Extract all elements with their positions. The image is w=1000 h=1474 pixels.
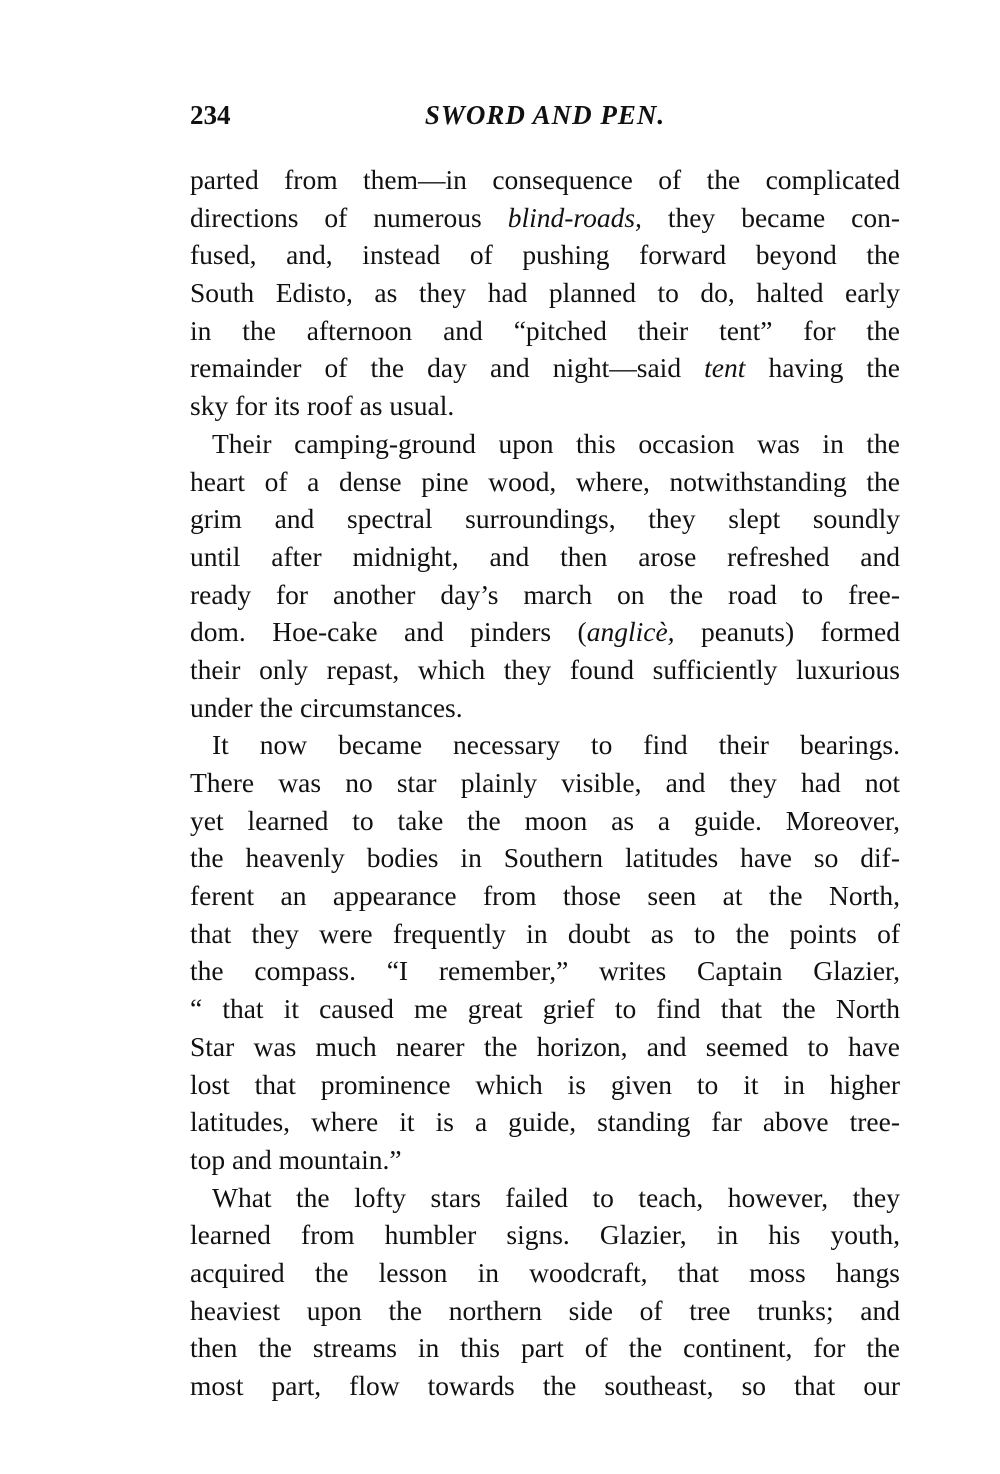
running-head: SWORD AND PEN. bbox=[424, 100, 666, 130]
text-line bbox=[190, 1066, 900, 1104]
text-segment: heaviest upon the northern side of tree trunks; and bbox=[190, 1294, 900, 1326]
text-line bbox=[190, 1103, 900, 1141]
text-line bbox=[190, 161, 900, 199]
text-segment: learned from humbler signs. Glazier, in his youth, bbox=[190, 1219, 900, 1251]
text-line bbox=[190, 1254, 900, 1292]
text-segment: the compass. “I remember,” writes Captain Glazier, bbox=[190, 955, 900, 987]
text-line bbox=[190, 199, 900, 237]
text-line bbox=[190, 1141, 900, 1179]
text-segment: parted from them—in consequence of the complicated bbox=[190, 164, 900, 195]
text-line bbox=[190, 764, 900, 802]
text-segment: heart of a dense pine wood, where, notwithstanding the bbox=[190, 465, 900, 497]
text-segment: ready for another day’s march on the road to free- bbox=[190, 578, 900, 610]
text-line bbox=[190, 802, 900, 840]
text-segment: directions of numerous bbox=[190, 201, 508, 233]
text-segment: peanuts) formed bbox=[674, 616, 900, 648]
paragraph bbox=[190, 1179, 900, 1405]
text-segment: they became con- bbox=[641, 201, 900, 233]
text-line bbox=[190, 990, 900, 1028]
text-line bbox=[190, 349, 900, 387]
text-segment: yet learned to take the moon as a guide. Moreover, bbox=[190, 804, 900, 836]
text-segment: their only repast, which they found sufficiently luxurious bbox=[190, 653, 900, 685]
text-segment: dom. Hoe-cake and pinders ( bbox=[190, 616, 587, 648]
text-segment: Star was much nearer the horizon, and seemed to have bbox=[190, 1030, 900, 1062]
text-line bbox=[190, 1292, 900, 1330]
page-number: 234 bbox=[190, 100, 231, 130]
text-line bbox=[190, 915, 900, 953]
text-line bbox=[190, 952, 900, 990]
text-line bbox=[190, 576, 900, 614]
text-line bbox=[190, 1216, 900, 1254]
text-segment: It now became necessary to find their bearings. bbox=[212, 729, 900, 761]
text-line bbox=[190, 538, 900, 576]
text-line bbox=[190, 1028, 900, 1066]
text-line bbox=[190, 726, 900, 764]
text-line bbox=[190, 877, 900, 915]
text-segment: in the afternoon and “pitched their tent” for the bbox=[190, 314, 900, 346]
italic-text: anglicè, bbox=[586, 616, 675, 648]
text-segment: that they were frequently in doubt as to the points of bbox=[190, 917, 900, 949]
text-line bbox=[190, 387, 900, 425]
text-segment: What the lofty stars failed to teach, however, they bbox=[212, 1181, 900, 1213]
paragraph bbox=[190, 726, 900, 1178]
page-header bbox=[190, 100, 900, 136]
text-line bbox=[190, 236, 900, 274]
text-line bbox=[190, 312, 900, 350]
text-segment: acquired the lesson in woodcraft, that moss hangs bbox=[190, 1256, 900, 1288]
text-line bbox=[190, 274, 900, 312]
text-segment: sky for its roof as usual. bbox=[190, 390, 455, 422]
italic-text: blind-roads, bbox=[507, 201, 642, 233]
text-segment: then the streams in this part of the continent, for the bbox=[190, 1332, 900, 1364]
body-text bbox=[190, 161, 900, 1405]
text-line bbox=[190, 1329, 900, 1367]
text-segment: grim and spectral surroundings, they slept soundly bbox=[190, 503, 900, 535]
text-line bbox=[190, 839, 900, 877]
text-segment: lost that prominence which is given to it in higher bbox=[190, 1068, 900, 1100]
text-line bbox=[190, 613, 900, 651]
text-segment: fused, and, instead of pushing forward beyond the bbox=[190, 239, 900, 271]
text-line bbox=[190, 500, 900, 538]
text-segment: ferent an appearance from those seen at the North, bbox=[190, 880, 900, 912]
text-segment: “ that it caused me great grief to find that the North bbox=[190, 993, 900, 1025]
paragraph bbox=[190, 425, 900, 727]
text-segment: South Edisto, as they had planned to do, halted early bbox=[190, 277, 900, 309]
paragraph bbox=[190, 161, 900, 425]
italic-text: tent bbox=[704, 352, 746, 384]
text-segment: top and mountain.” bbox=[190, 1143, 402, 1175]
text-line bbox=[190, 651, 900, 689]
text-segment: latitudes, where it is a guide, standing far above tree- bbox=[190, 1106, 900, 1138]
text-line bbox=[190, 1179, 900, 1217]
text-line bbox=[190, 689, 900, 727]
text-segment: There was no star plainly visible, and they had not bbox=[190, 767, 900, 798]
text-segment: the heavenly bodies in Southern latitudes have so dif- bbox=[190, 842, 900, 874]
text-segment: Their camping-ground upon this occasion was in the bbox=[212, 427, 900, 459]
text-segment: most part, flow towards the southeast, so that our bbox=[190, 1370, 900, 1401]
text-segment: under the circumstances. bbox=[190, 691, 463, 723]
text-line bbox=[190, 425, 900, 463]
text-segment: until after midnight, and then arose refreshed and bbox=[190, 540, 900, 572]
text-segment: having the bbox=[745, 352, 900, 384]
text-line bbox=[190, 1367, 900, 1405]
text-line bbox=[190, 463, 900, 501]
text-segment: remainder of the day and night—said bbox=[190, 352, 705, 384]
